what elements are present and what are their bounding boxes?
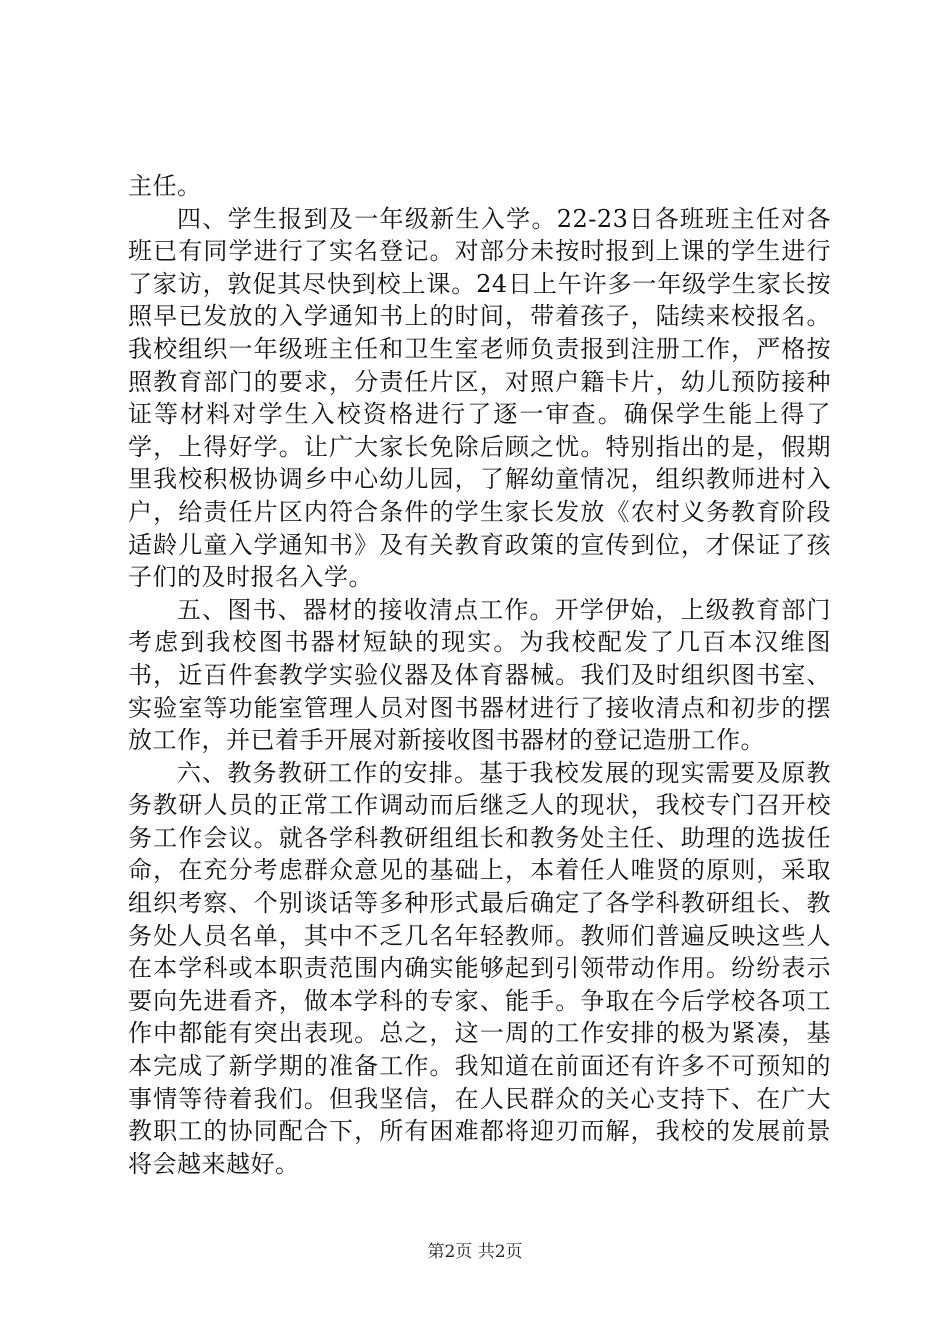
paragraph-continuation: 主任。 <box>128 172 202 200</box>
document-body <box>128 170 831 1180</box>
page-number-label: 第2页 共2页 <box>427 1242 523 1262</box>
paragraph-student-registration: 四、学生报到及一年级新生入学。22-23日各班班主任对各班已有同学进行了实名登记。对部分未按时报到上课的学生进行了家访，敦促其尽快到校上课。24日上午许多一年级学生家长按照早已发放的入学通知书上的时间，带着孩子，陆续来校报名。我校组织一年级班主任和卫生室老师负责报到注册工作，严格按照教育部门的要求，分责任片区，对照户籍卡片，幼儿预防接种证等材料对学生入校资格进行了逐一审查。确保学生能上得了学，上得好学。让广大家长免除后顾之忧。特别指出的是，假期里我校积极协调乡中心幼儿园，了解幼童情况，组织教师进村入户，给责任片区内符合条件的学生家长发放《农村义务教育阶段适龄儿童入学通知书》及有关教育政策的宣传到位，才保证了孩子们的及时报名入学。 <box>128 204 831 592</box>
paragraph-teaching-research: 六、教务教研工作的安排。基于我校发展的现实需要及原教务教研人员的正常工作调动而后继乏人的现状，我校专门召开校务工作会议。就各学科教研组组长和教务处主任、助理的选拔任命，在充分考虑群众意见的基础上，本着任人唯贤的原则，采取组织考察、个别谈话等多种形式最后确定了各学科教研组长、教务处人员名单，其中不乏几名年轻教师。教师们普遍反映这些人在本学科或本职责范围内确实能够起到引领带动作用。纷纷表示要向先进看齐，做本学科的专家、能手。争取在今后学校各项工作中都能有突出表现。总之，这一周的工作安排的极为紧凑，基本完成了新学期的准备工作。我知道在前面还有许多不可预知的事情等待着我们。但我坚信，在人民群众的关心支持下、在广大教职工的协同配合下，所有困难都将迎刃而解，我校的发展前景将会越来越好。 <box>128 758 831 1178</box>
paragraph-books-equipment: 五、图书、器材的接收清点工作。开学伊始，上级教育部门考虑到我校图书器材短缺的现实。为我校配发了几百本汉维图书，近百件套教学实验仪器及体育器械。我们及时组织图书室、实验室等功能室管理人员对图书器材进行了接收清点和初步的摆放工作，并已着手开展对新接收图书器材的登记造册工作。 <box>128 595 831 755</box>
page-footer <box>0 1242 950 1262</box>
